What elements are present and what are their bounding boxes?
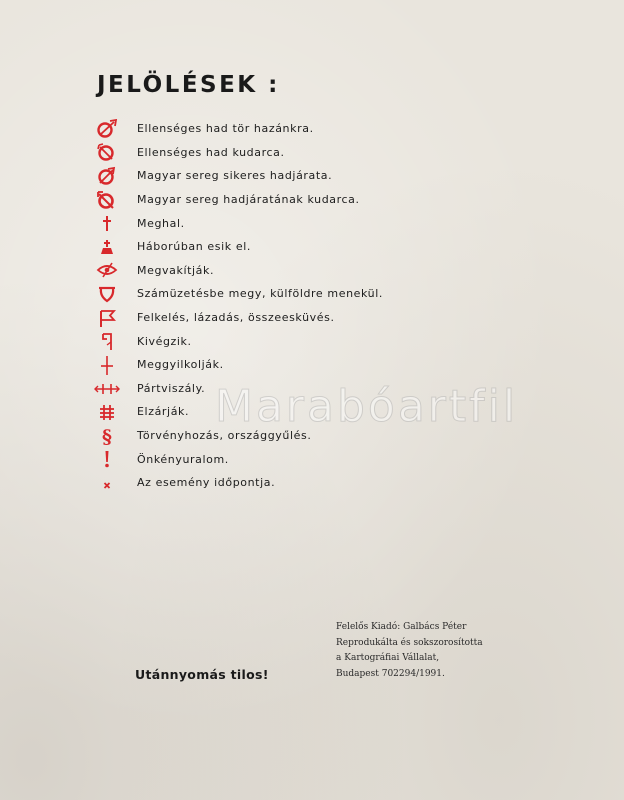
legend-label: Elzárják.: [137, 405, 190, 419]
exile-vessel-icon: [94, 284, 120, 304]
legend-item: [94, 211, 383, 235]
exclamation-icon: [94, 449, 120, 469]
legend-label: Ellenséges had kudarca.: [137, 145, 285, 159]
blinded-eye-icon: [94, 260, 120, 280]
legend-item: [94, 329, 383, 353]
banner-flag-icon: [94, 308, 120, 328]
legend-label: Megvakítják.: [137, 263, 215, 277]
imprint-line: Felelős Kiadó: Galbács Péter: [336, 622, 467, 632]
legend-item: [94, 400, 383, 424]
legend-list: [94, 117, 383, 495]
imprint-line: a Kartográfiai Vállalat,: [336, 653, 440, 663]
legend-item: [94, 117, 383, 141]
legend-label: Az esemény időpontja.: [137, 476, 276, 490]
factional-strife-icon: [94, 378, 120, 398]
legend-label: Ellenséges had tör hazánkra.: [137, 122, 314, 136]
legend-item: [94, 188, 383, 212]
legend-label: Pártviszály.: [137, 381, 206, 395]
legend-label: Önkényuralom.: [137, 452, 229, 466]
small-x-icon: [94, 473, 120, 493]
legend-label: Számüzetésbe megy, külföldre menekül.: [137, 287, 383, 301]
shield-arrow-icon: [94, 119, 120, 139]
legend-item: [94, 235, 383, 259]
legend-label: Meghal.: [137, 216, 185, 230]
executioner-axe-icon: [94, 331, 120, 351]
legend-item: [94, 424, 383, 448]
imprint-line: Reprodukálta és sokszorosította: [336, 637, 483, 648]
shield-arrow-icon: [94, 142, 120, 162]
legend-label: Kivégzik.: [137, 334, 192, 348]
legend-item: [94, 282, 383, 306]
svg-text:§: §: [102, 425, 112, 446]
legend-item: [94, 259, 383, 283]
shield-arrow-icon: [94, 190, 120, 210]
legend-item: [94, 377, 383, 401]
legend-item: [94, 447, 383, 471]
legend-label: Meggyilkolják.: [137, 358, 224, 372]
legend-label: Felkelés, lázadás, összeesküvés.: [137, 311, 335, 325]
prison-bars-icon: [94, 402, 120, 422]
publisher-imprint: [336, 620, 483, 682]
legend-label: Magyar sereg hadjáratának kudarca.: [137, 193, 360, 207]
legend-item: [94, 471, 383, 495]
legend-label: Háborúban esik el.: [137, 240, 251, 254]
dagger-icon: [94, 355, 120, 375]
cross-icon: [94, 213, 120, 233]
legend-label: Törvényhozás, országgyűlés.: [137, 429, 312, 443]
legend-item: [94, 353, 383, 377]
legend-item: [94, 141, 383, 165]
watermark-logo: Marabóartfil: [215, 381, 519, 432]
legend-item: [94, 306, 383, 330]
no-reprint-notice: Utánnyomás tilos!: [135, 667, 269, 682]
shield-arrow-icon: [94, 166, 120, 186]
imprint-line: Budapest 702294/1991.: [336, 668, 445, 679]
legend-label: Magyar sereg sikeres hadjárata.: [137, 169, 333, 183]
legend-item: [94, 164, 383, 188]
page-title: JELÖLÉSEK :: [97, 72, 280, 98]
section-sign-icon: [94, 426, 120, 446]
fallen-soldier-icon: [94, 237, 120, 257]
